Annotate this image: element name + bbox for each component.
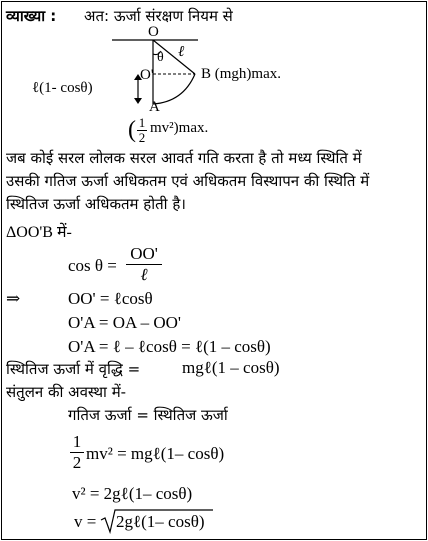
eq6: v² = 2gℓ(1– cosθ)	[72, 484, 193, 503]
point-oprime-label: O'	[140, 67, 154, 83]
paragraph-line-1: जब कोई सरल लोलक सरल आवर्त गति करता है तो मध्य स्थिति में	[6, 149, 362, 167]
ke-open-paren: (	[128, 117, 136, 143]
explanation-label: व्याख्या :	[6, 7, 57, 25]
ke-max-label: mv²)max.	[150, 120, 209, 136]
length-label: ℓ	[178, 44, 185, 60]
ke-half-num: 1	[138, 115, 146, 130]
eq5-rhs: mv² = mgℓ(1– cosθ)	[86, 444, 225, 463]
height-label: ℓ(1- cosθ)	[32, 80, 93, 96]
equilibrium-line: संतुलन की अवस्था में-	[6, 383, 127, 401]
eq1-denominator: ℓ	[140, 265, 148, 284]
pe-increase-hindi: स्थितिज ऊर्जा में वृद्धि =	[6, 360, 141, 378]
eq1-lhs: cos θ =	[68, 256, 117, 275]
ke-equals-pe: गतिज ऊर्जा = स्थितिज ऊर्जा	[68, 406, 228, 424]
eq7-radicand: 2gℓ(1– cosθ)	[116, 512, 205, 531]
theta-label: θ	[157, 50, 164, 65]
ke-half-den: 2	[138, 130, 146, 145]
point-o-label: O	[148, 24, 159, 40]
heading-text: अत: ऊर्जा संरक्षण नियम से	[84, 7, 233, 25]
point-b-label: B (mgh)max.	[201, 66, 281, 82]
triangle-line-text: ΔOO'B में-	[6, 224, 72, 241]
point-a-label: A	[149, 99, 160, 115]
eq5-numerator: 1	[72, 432, 82, 451]
paragraph-line-3: स्थितिज ऊर्जा अधिकतम होती है।	[6, 195, 186, 213]
eq2: OO' = ℓcosθ	[68, 289, 153, 308]
eq7-lhs: v =	[74, 512, 97, 531]
implies-arrow: ⇒	[6, 289, 21, 308]
eq4: O'A = ℓ – ℓcosθ = ℓ(1 – cosθ)	[68, 337, 271, 356]
eq3: O'A = OA – OO'	[68, 313, 181, 332]
eq1-numerator: OO'	[130, 244, 158, 263]
paragraph-line-2: उसकी गतिज ऊर्जा अधिकतम एवं अधिकतम विस्थापन की स्थिति में	[6, 172, 370, 190]
pe-increase-math: mgℓ(1 – cosθ)	[182, 358, 280, 377]
eq5-denominator: 2	[72, 453, 82, 472]
